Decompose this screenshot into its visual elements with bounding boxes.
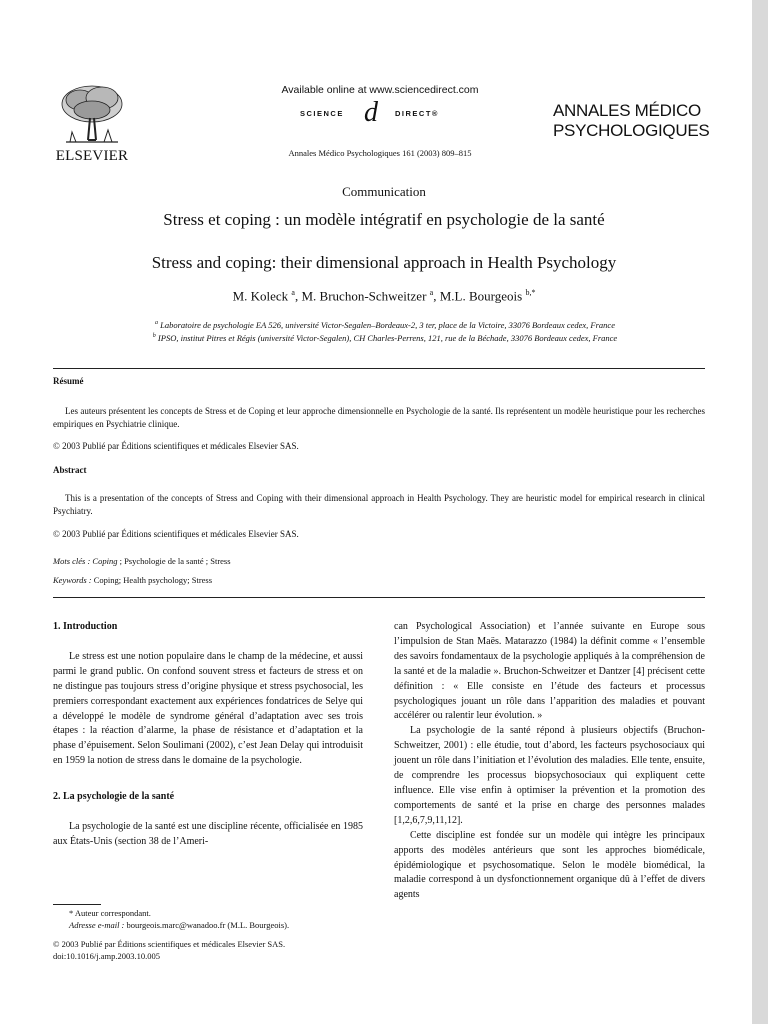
publisher-name: ELSEVIER — [55, 148, 129, 164]
journal-title-line2: PSYCHOLOGIQUES — [553, 121, 710, 140]
author-3-sup: b,* — [525, 288, 536, 297]
section-type: Communication — [342, 184, 426, 199]
author-list — [0, 288, 768, 304]
available-online-text[interactable]: Available online at www.sciencedirect.com — [281, 84, 479, 96]
elsevier-tree-logo — [52, 80, 130, 148]
journal-citation: Annales Médico Psychologiques 161 (2003) 809–815 — [288, 148, 472, 158]
right-paragraph-3: Cette discipline est fondée sur un modèle qui intègre les principaux apports des modèles antérieurs que sont les approches biomédicale, épidémiologique et psychosomatique. Selon le modèle biomédical, la maladie correspond à un dysfonctionnement organique dû à l’effet de divers agents — [394, 829, 705, 901]
footnote-email — [53, 919, 373, 931]
right-paragraph-2: La psychologie de la santé répond à plusieurs objectifs (Bruchon-Schweitzer, 2001) : elle étudie, tout d’abord, les facteurs psychosociaux qui jouent un rôle dans l’initiation et l’évolution des maladies. Elle tente, ensuite, de comprendre les processus biopsychosociaux qui expliquent cette influence. Elle vise enfin à optimiser la prévention et la promotion des comportements de santé et la prise en charge des personnes malades [1,2,6,7,9,11,12]. — [394, 725, 705, 826]
affiliation-a-sup: a — [155, 320, 158, 327]
footnote-email-address[interactable]: bourgeois.marc@wanadoo.fr (M.L. Bourgeois). — [126, 920, 290, 930]
keywords-fr — [53, 556, 231, 566]
divider-bottom — [53, 597, 705, 598]
keywords-fr-label: Mots clés : — [53, 556, 93, 566]
affiliation-b-text: IPSO, institut Pitres et Régis (université Victor-Segalen), CH Charles-Perrens, 121, rue de la Béchade, 33076 Bordeaux cedex, France — [155, 333, 618, 343]
author-1-sup: a — [291, 288, 295, 297]
footer-copyright: © 2003 Publié par Éditions scientifiques et médicales Elsevier SAS. — [53, 939, 286, 949]
abstract-copyright: © 2003 Publié par Éditions scientifiques et médicales Elsevier SAS. — [53, 529, 299, 539]
keywords-en-rest: Coping; Health psychology; Stress — [93, 575, 213, 585]
section-1-paragraph: Le stress est une notion populaire dans le champ de la médecine, et aussi parmi le grand public. On confond souvent stress et facteurs de stress et on ne distingue pas toujours stress d’origine physique et stress psychosocial, les premiers correspondant exactement aux expériences fondatrices de Selye qui a développé le modèle de syndrome général d’adaptation avec ses trois étapes : la réaction d’alarme, la phase de résistance et d’adaptation et la phase d’épuisement. Selon Soulimani (2002), c’est Jean Delay qui introduisit en 1959 la notion de stress dans le domaine de la psychologie. — [53, 650, 363, 767]
author-1: M. Koleck — [232, 288, 292, 304]
keywords-fr-rest: ; Psychologie de la santé ; Stress — [117, 556, 231, 566]
affiliation-b-sup: b — [152, 333, 156, 340]
journal-title — [553, 101, 713, 141]
journal-title-line1: ANNALES MÉDICO — [553, 101, 701, 120]
resume-heading: Résumé — [53, 376, 84, 386]
column-left — [53, 620, 363, 850]
sd-left-text: SCIENCE — [300, 109, 344, 118]
scrollbar[interactable] — [752, 0, 768, 1024]
section-1-heading: 1. Introduction — [53, 621, 118, 632]
column-right — [394, 620, 705, 903]
resume-copyright: © 2003 Publié par Éditions scientifiques et médicales Elsevier SAS. — [53, 441, 299, 451]
abstract-text: This is a presentation of the concepts of Stress and Coping with their dimensional approach in Health Psychology. They are heuristic model for empirical research in clinical Psychiatry. — [53, 493, 705, 516]
keywords-fr-coping: Coping — [92, 556, 118, 566]
abstract-heading: Abstract — [53, 465, 87, 475]
affiliation-b — [40, 333, 730, 343]
footnote-email-label: Adresse e-mail : — [69, 920, 127, 930]
section-2-paragraph: La psychologie de la santé est une discipline récente, officialisée en 1985 aux États-Unis (section 38 de l’Ameri- — [53, 821, 363, 847]
footnote-corresponding-text: * Auteur correspondant. — [69, 908, 151, 918]
author-3: , M.L. Bourgeois — [433, 288, 526, 304]
author-2-sup: a — [429, 288, 434, 297]
title-english: Stress and coping: their dimensional approach in Health Psychology — [151, 253, 617, 272]
affiliation-a — [40, 320, 730, 330]
author-2: , M. Bruchon-Schweitzer — [294, 288, 430, 304]
right-paragraph-1: can Psychological Association) et l’année suivante en Europe sous l’impulsion de Stan Maës. Matarazzo (1984) la définit comme « l’ensemble des savoirs fondamentaux de la psychologie appliqués à la compréhension de la santé et de la maladie ». Bruchon-Schweitzer et Dantzer [4] précisent cette définition : « Elle consiste en l’étude des facteurs et processus psychologiques jouant un rôle dans l’apparition des maladies et pouvant accélérer ou ralentir leur évolution. » — [394, 621, 705, 722]
keywords-en-label: Keywords : — [53, 575, 94, 585]
keywords-en — [53, 575, 212, 585]
footnote-rule — [53, 904, 101, 905]
footer-doi[interactable]: doi:10.1016/j.amp.2003.10.005 — [53, 951, 160, 961]
affiliation-a-text: Laboratoire de psychologie EA 526, université Victor-Segalen–Bordeaux-2, 3 ter, place de la Victoire, 33076 Bordeaux cedex, France — [158, 320, 615, 330]
footnote-corresponding — [53, 907, 373, 919]
resume-text: Les auteurs présentent les concepts de Stress et de Coping et leur approche dimensionnelle en Psychologie de la santé. Ils représentent un modèle heuristique pour les recherches empiriques en Psychiatrie clinique. — [53, 406, 705, 429]
sd-right-text: DIRECT® — [395, 109, 439, 118]
sd-logo-icon: d — [364, 97, 378, 128]
sciencedirect-logo — [300, 97, 470, 129]
section-2-heading: 2. La psychologie de la santé — [53, 791, 175, 803]
divider-top — [53, 368, 705, 369]
title-french: Stress et coping : un modèle intégratif en psychologie de la santé — [163, 210, 605, 229]
